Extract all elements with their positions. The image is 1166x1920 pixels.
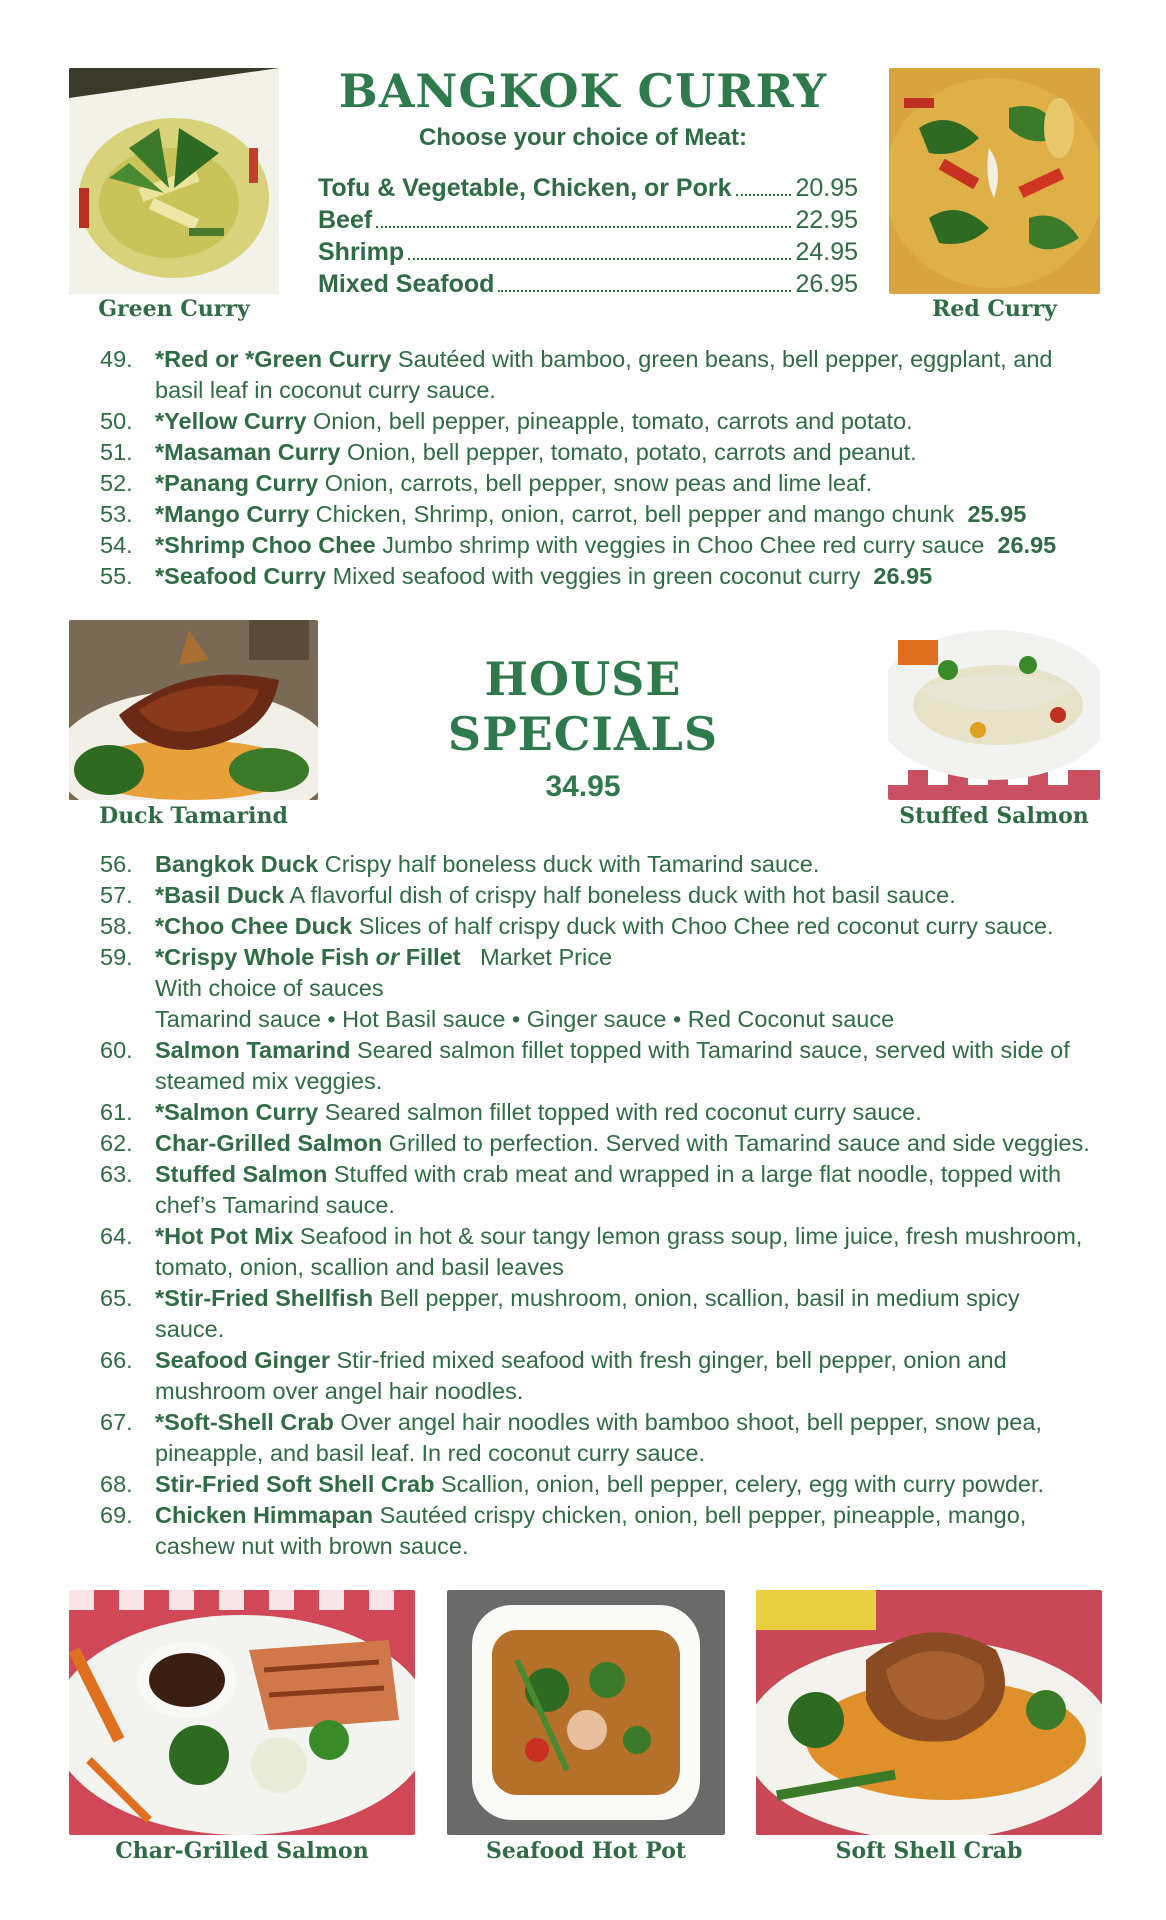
item-name: *Panang Curry <box>155 470 319 496</box>
item-price: 25.95 <box>967 501 1027 527</box>
list-item <box>100 1035 1090 1097</box>
list-item <box>100 1345 1090 1407</box>
item-number: 59. <box>100 944 133 970</box>
item-desc: Sautéed crispy chicken, onion, bell pepper, pineapple, mango, cashew nut with brown sauce. <box>155 1502 1027 1559</box>
price-row-name: Mixed Seafood <box>318 270 495 298</box>
soft-shell-crab-image <box>756 1590 1102 1835</box>
list-item <box>100 1500 1090 1562</box>
item-name: Char-Grilled Salmon <box>155 1130 383 1156</box>
price-dots <box>376 226 791 228</box>
item-number: 55. <box>100 563 133 589</box>
item-name: *Shrimp Choo Chee <box>155 532 376 558</box>
item-name: *Crispy Whole Fish <box>155 944 370 970</box>
item-name: *Seafood Curry <box>155 563 327 589</box>
item-number: 66. <box>100 1347 133 1373</box>
item-desc: Onion, bell pepper, tomato, potato, carrots and peanut. <box>347 439 917 465</box>
item-name: Stir-Fried Soft Shell Crab <box>155 1471 435 1497</box>
item-desc: With choice of sauces <box>155 975 384 1001</box>
item-desc: Sautéed with bamboo, green beans, bell pepper, eggplant, and basil leaf in coconut curry sauce. <box>155 346 1053 403</box>
item-desc: Onion, bell pepper, pineapple, tomato, carrots and potato. <box>313 408 913 434</box>
item-desc: Crispy half boneless duck with Tamarind sauce. <box>324 851 820 877</box>
green-curry-caption: Green Curry <box>98 296 250 322</box>
item-number: 60. <box>100 1037 133 1063</box>
item-number: 63. <box>100 1161 133 1187</box>
item-desc: Onion, carrots, bell pepper, snow peas and lime leaf. <box>324 470 873 496</box>
item-desc: Over angel hair noodles with bamboo shoot, bell pepper, snow pea, pineapple, and basil leaf. In red coconut curry sauce. <box>155 1409 1042 1466</box>
item-desc: Seared salmon fillet topped with red coconut curry sauce. <box>324 1099 922 1125</box>
item-name: Salmon Tamarind <box>155 1037 351 1063</box>
list-item <box>100 1283 1090 1345</box>
item-number: 65. <box>100 1285 133 1311</box>
item-price: 26.95 <box>997 532 1057 558</box>
item-desc: Bell pepper, mushroom, onion, scallion, basil in medium spicy sauce. <box>155 1285 1020 1342</box>
price-row-price: 22.95 <box>795 206 858 234</box>
item-number: 51. <box>100 439 133 465</box>
specials-item-list <box>100 849 1090 1562</box>
price-row-price: 24.95 <box>795 238 858 266</box>
item-desc: Scallion, onion, bell pepper, celery, egg with curry powder. <box>440 1471 1045 1497</box>
list-item <box>100 1469 1090 1500</box>
item-number: 53. <box>100 501 133 527</box>
item-desc: Stir-fried mixed seafood with fresh ginger, bell pepper, onion and mushroom over angel hair noodles. <box>155 1347 1007 1404</box>
item-desc: Mixed seafood with veggies in green coconut curry <box>332 563 861 589</box>
house-specials-title-line1: HOUSE <box>484 652 682 706</box>
price-row-name: Beef <box>318 206 373 234</box>
price-row-price: 20.95 <box>795 174 858 202</box>
soft-shell-crab-photo <box>756 1590 1102 1835</box>
list-item <box>100 561 1090 592</box>
item-desc: Chicken, Shrimp, onion, carrot, bell pepper and mango chunk <box>315 501 955 527</box>
seafood-hot-pot-caption: Seafood Hot Pot <box>485 1838 687 1864</box>
price-row-price: 26.95 <box>795 270 858 298</box>
list-item <box>100 468 1090 499</box>
item-name: *Yellow Curry <box>155 408 307 434</box>
item-number: 58. <box>100 913 133 939</box>
stuffed-salmon-caption: Stuffed Salmon <box>899 803 1089 829</box>
item-desc: Slices of half crispy duck with Choo Chee red coconut curry sauce. <box>358 913 1054 939</box>
item-number: 64. <box>100 1223 133 1249</box>
price-dots <box>408 258 791 260</box>
item-number: 50. <box>100 408 133 434</box>
item-name: *Basil Duck <box>155 882 285 908</box>
soft-shell-crab-caption: Soft Shell Crab <box>835 1838 1023 1864</box>
list-item <box>100 530 1090 561</box>
list-item <box>100 1221 1090 1283</box>
item-desc: Grilled to perfection. Served with Tamarind sauce and side veggies. <box>388 1130 1090 1156</box>
item-name: *Mango Curry <box>155 501 310 527</box>
item-name: *Red or *Green Curry <box>155 346 392 372</box>
price-row-name: Shrimp <box>318 238 405 266</box>
seafood-hot-pot-photo <box>447 1590 725 1835</box>
sauce-options: Tamarind sauce • Hot Basil sauce • Ginger sauce • Red Coconut sauce <box>155 1006 895 1032</box>
item-number: 54. <box>100 532 133 558</box>
list-item <box>100 1097 1090 1128</box>
list-item <box>100 880 1090 911</box>
item-price: 26.95 <box>873 563 933 589</box>
item-name: *Hot Pot Mix <box>155 1223 294 1249</box>
list-item <box>100 499 1090 530</box>
item-price: Market Price <box>480 944 613 970</box>
item-number: 68. <box>100 1471 133 1497</box>
item-desc: Jumbo shrimp with veggies in Choo Chee red curry sauce <box>382 532 985 558</box>
item-number: 69. <box>100 1502 133 1528</box>
house-specials-price: 34.95 <box>545 770 621 803</box>
item-name: Fillet <box>405 944 461 970</box>
list-item-fish <box>100 942 1090 1035</box>
item-desc: Stuffed with crab meat and wrapped in a large flat noodle, topped with chef’s Tamarind sauce. <box>155 1161 1062 1218</box>
item-desc: A flavorful dish of crispy half boneless duck with hot basil sauce. <box>289 882 956 908</box>
item-name: *Salmon Curry <box>155 1099 319 1125</box>
list-item <box>100 1407 1090 1469</box>
list-item <box>100 344 1090 406</box>
item-name: Chicken Himmapan <box>155 1502 374 1528</box>
char-grilled-salmon-image <box>69 1590 415 1835</box>
item-number: 67. <box>100 1409 133 1435</box>
list-item <box>100 406 1090 437</box>
house-specials-title-line2: SPECIALS <box>447 707 719 761</box>
item-number: 57. <box>100 882 133 908</box>
curry-subtitle: Choose your choice of Meat: <box>418 124 748 151</box>
bangkok-curry-title: BANGKOK CURRY <box>338 64 828 118</box>
red-curry-caption: Red Curry <box>932 296 1057 322</box>
price-row <box>318 206 858 235</box>
curry-item-list <box>100 344 1090 592</box>
list-item <box>100 1159 1090 1221</box>
item-desc: Seafood in hot & sour tangy lemon grass soup, lime juice, fresh mushroom, tomato, onion, scallion and basil leaves <box>155 1223 1083 1280</box>
item-number: 52. <box>100 470 133 496</box>
duck-tamarind-caption: Duck Tamarind <box>99 803 288 829</box>
item-number: 49. <box>100 346 133 372</box>
item-name: *Soft-Shell Crab <box>155 1409 334 1435</box>
item-name: Seafood Ginger <box>155 1347 330 1373</box>
item-name-or: or <box>375 944 400 970</box>
price-row <box>318 270 858 299</box>
item-name: *Choo Chee Duck <box>155 913 353 939</box>
item-name: Stuffed Salmon <box>155 1161 328 1187</box>
price-row-name: Tofu & Vegetable, Chicken, or Pork <box>318 174 732 202</box>
list-item <box>100 437 1090 468</box>
item-name: Bangkok Duck <box>155 851 319 877</box>
list-item <box>100 1128 1090 1159</box>
char-grilled-salmon-caption: Char-Grilled Salmon <box>115 1838 369 1864</box>
list-item <box>100 849 1090 880</box>
price-row <box>318 174 858 203</box>
item-desc: Seared salmon fillet topped with Tamarind sauce, served with side of steamed mix veggies. <box>155 1037 1070 1094</box>
seafood-hot-pot-image <box>447 1590 725 1835</box>
list-item <box>100 911 1090 942</box>
item-name: *Masaman Curry <box>155 439 341 465</box>
price-row <box>318 238 858 267</box>
char-grilled-salmon-photo <box>69 1590 415 1835</box>
item-number: 62. <box>100 1130 133 1156</box>
price-dots <box>498 290 791 292</box>
item-number: 56. <box>100 851 133 877</box>
item-number: 61. <box>100 1099 133 1125</box>
item-name: *Stir-Fried Shellfish <box>155 1285 374 1311</box>
price-dots <box>736 194 792 196</box>
